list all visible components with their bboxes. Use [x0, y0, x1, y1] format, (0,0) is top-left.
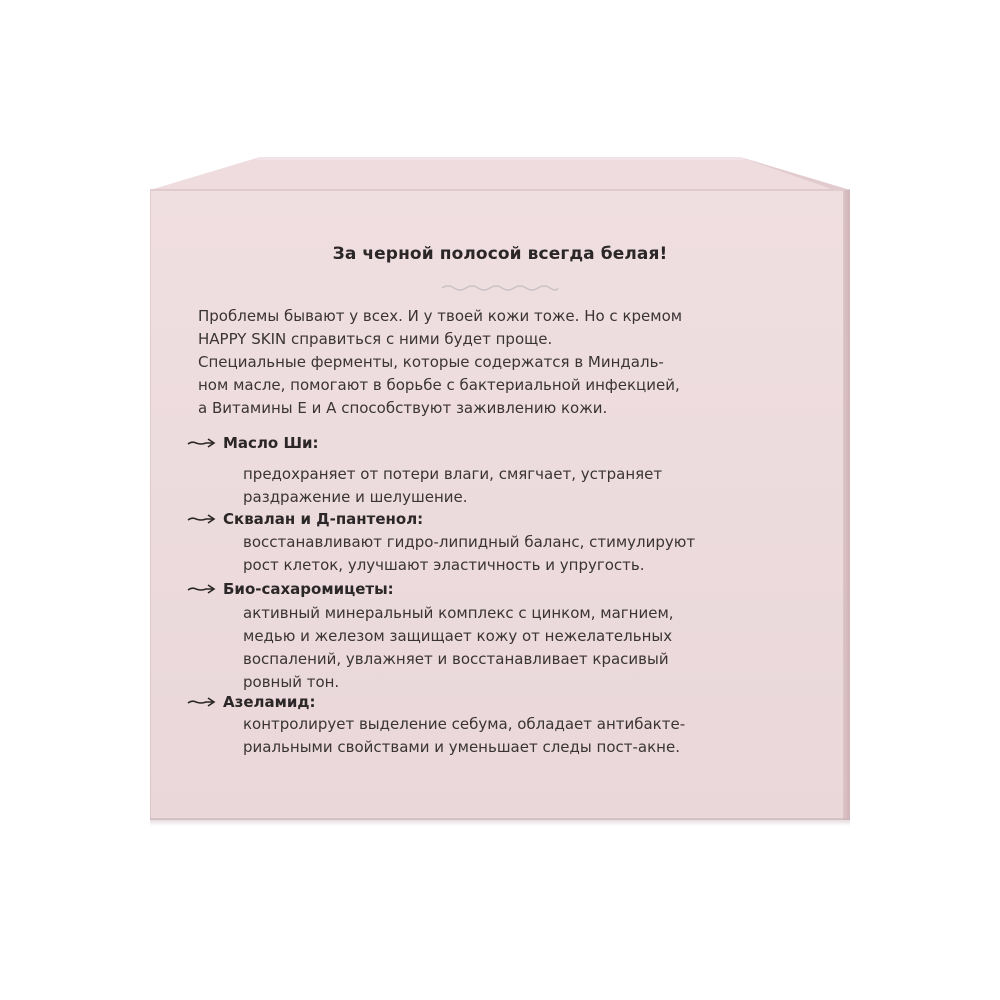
arrow-right-icon [187, 436, 217, 450]
intro-line: а Витамины Е и А способствуют заживлению кожи. [198, 399, 608, 417]
wave-divider [440, 283, 560, 293]
ingredient-azelamide [187, 691, 827, 759]
ingredient-title: Масло Ши: [223, 434, 319, 452]
ingredient-title: Био-сахаромицеты: [223, 580, 394, 598]
arrow-right-icon [187, 695, 217, 709]
ingredient-title: Сквалан и Д-пантенол: [223, 510, 424, 528]
ingredient-shea-butter [187, 432, 827, 509]
intro-line: HAPPY SKIN справиться с ними будет проще. [198, 330, 553, 348]
arrow-right-icon [187, 582, 217, 596]
ingredient-desc-line: раздражение и шелушение. [243, 488, 468, 506]
arrow-right-icon [187, 512, 217, 526]
ingredient-desc-line: активный минеральный комплекс с цинком, магнием, [243, 604, 674, 622]
ingredient-bio-saccharomyces [187, 578, 827, 694]
ingredient-title: Азеламид: [223, 693, 316, 711]
intro-paragraph [198, 305, 818, 420]
ingredient-desc-line: ровный тон. [243, 673, 340, 691]
ingredient-desc-line: контролирует выделение себума, обладает антибакте- [243, 715, 686, 733]
ingredient-desc-line: предохраняет от потери влаги, смягчает, устраняет [243, 465, 663, 483]
ingredient-desc-line: рост клеток, улучшают эластичность и упругость. [243, 556, 645, 574]
intro-line: Специальные ферменты, которые содержатся в Миндаль- [198, 353, 664, 371]
ingredient-desc-line: воспалений, увлажняет и восстанавливает красивый [243, 650, 669, 668]
ingredient-squalane-panthenol [187, 508, 827, 577]
intro-line: Проблемы бывают у всех. И у твоей кожи тоже. Но с кремом [198, 307, 683, 325]
intro-line: ном масле, помогают в борьбе с бактериальной инфекцией, [198, 376, 680, 394]
ingredient-desc-line: риальными свойствами и уменьшает следы пост-акне. [243, 738, 680, 756]
slogan-heading: За черной полосой всегда белая! [332, 244, 668, 264]
box-right-edge [843, 190, 850, 820]
ingredient-desc-line: медью и железом защищает кожу от нежелательных [243, 627, 673, 645]
ingredient-desc-line: восстанавливают гидро-липидный баланс, стимулируют [243, 533, 696, 551]
box-bottom-shadow [150, 818, 850, 826]
